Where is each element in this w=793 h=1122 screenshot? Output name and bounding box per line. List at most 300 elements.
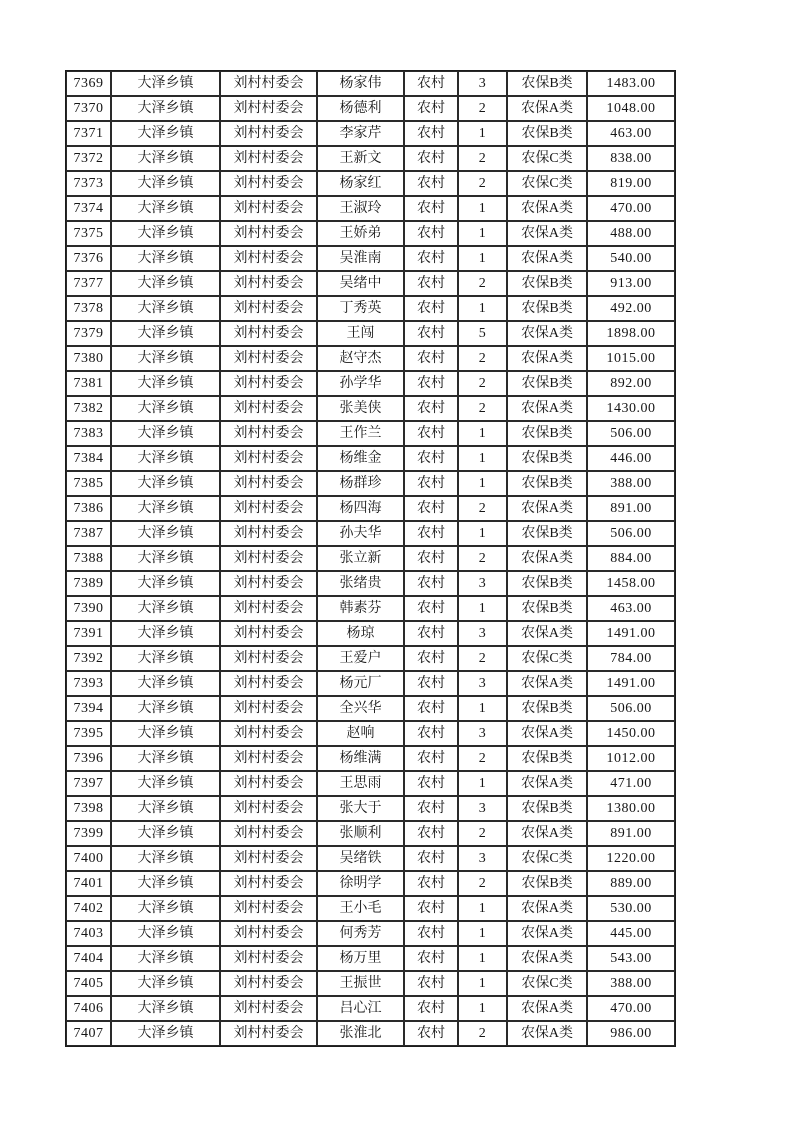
cell-name: 吴绪铁	[317, 846, 404, 871]
cell-residence: 农村	[404, 671, 458, 696]
cell-name: 杨琼	[317, 621, 404, 646]
cell-insurance_type: 农保B类	[507, 121, 587, 146]
table-row	[66, 671, 675, 696]
cell-amount: 470.00	[587, 196, 675, 221]
cell-insurance_type: 农保C类	[507, 171, 587, 196]
cell-residence: 农村	[404, 121, 458, 146]
cell-id: 7379	[66, 321, 111, 346]
cell-count: 1	[458, 196, 507, 221]
cell-insurance_type: 农保A类	[507, 396, 587, 421]
cell-name: 张美侠	[317, 396, 404, 421]
cell-amount: 1380.00	[587, 796, 675, 821]
cell-residence: 农村	[404, 521, 458, 546]
cell-residence: 农村	[404, 771, 458, 796]
cell-town: 大泽乡镇	[111, 821, 220, 846]
cell-name: 王作兰	[317, 421, 404, 446]
cell-count: 1	[458, 946, 507, 971]
cell-village: 刘村村委会	[220, 771, 317, 796]
cell-amount: 1491.00	[587, 671, 675, 696]
cell-id: 7391	[66, 621, 111, 646]
table-row	[66, 971, 675, 996]
table-row	[66, 1021, 675, 1046]
cell-town: 大泽乡镇	[111, 996, 220, 1021]
cell-id: 7375	[66, 221, 111, 246]
cell-id: 7385	[66, 471, 111, 496]
cell-town: 大泽乡镇	[111, 896, 220, 921]
cell-amount: 506.00	[587, 521, 675, 546]
cell-village: 刘村村委会	[220, 96, 317, 121]
cell-count: 2	[458, 146, 507, 171]
cell-residence: 农村	[404, 496, 458, 521]
cell-id: 7372	[66, 146, 111, 171]
cell-id: 7402	[66, 896, 111, 921]
cell-name: 李家芹	[317, 121, 404, 146]
cell-town: 大泽乡镇	[111, 146, 220, 171]
cell-residence: 农村	[404, 621, 458, 646]
cell-name: 吴淮南	[317, 246, 404, 271]
cell-insurance_type: 农保B类	[507, 696, 587, 721]
cell-count: 1	[458, 521, 507, 546]
table-row	[66, 921, 675, 946]
cell-count: 1	[458, 246, 507, 271]
table-row	[66, 796, 675, 821]
cell-village: 刘村村委会	[220, 496, 317, 521]
cell-name: 杨德利	[317, 96, 404, 121]
cell-count: 5	[458, 321, 507, 346]
cell-town: 大泽乡镇	[111, 746, 220, 771]
cell-town: 大泽乡镇	[111, 671, 220, 696]
cell-village: 刘村村委会	[220, 446, 317, 471]
cell-town: 大泽乡镇	[111, 971, 220, 996]
cell-amount: 891.00	[587, 496, 675, 521]
cell-town: 大泽乡镇	[111, 96, 220, 121]
cell-insurance_type: 农保A类	[507, 546, 587, 571]
cell-id: 7388	[66, 546, 111, 571]
cell-town: 大泽乡镇	[111, 771, 220, 796]
cell-name: 杨维金	[317, 446, 404, 471]
cell-id: 7387	[66, 521, 111, 546]
cell-count: 2	[458, 271, 507, 296]
cell-count: 1	[458, 596, 507, 621]
cell-count: 1	[458, 446, 507, 471]
cell-amount: 463.00	[587, 596, 675, 621]
table-row	[66, 96, 675, 121]
cell-residence: 农村	[404, 721, 458, 746]
cell-name: 杨维满	[317, 746, 404, 771]
cell-id: 7381	[66, 371, 111, 396]
table-row	[66, 221, 675, 246]
cell-village: 刘村村委会	[220, 921, 317, 946]
cell-village: 刘村村委会	[220, 846, 317, 871]
cell-insurance_type: 农保B类	[507, 471, 587, 496]
cell-residence: 农村	[404, 421, 458, 446]
cell-amount: 986.00	[587, 1021, 675, 1046]
cell-town: 大泽乡镇	[111, 796, 220, 821]
cell-id: 7370	[66, 96, 111, 121]
table-row	[66, 321, 675, 346]
cell-residence: 农村	[404, 146, 458, 171]
cell-residence: 农村	[404, 796, 458, 821]
cell-village: 刘村村委会	[220, 596, 317, 621]
cell-insurance_type: 农保B类	[507, 296, 587, 321]
cell-town: 大泽乡镇	[111, 846, 220, 871]
table-row	[66, 546, 675, 571]
cell-insurance_type: 农保A类	[507, 721, 587, 746]
cell-village: 刘村村委会	[220, 971, 317, 996]
cell-name: 王淑玲	[317, 196, 404, 221]
cell-village: 刘村村委会	[220, 371, 317, 396]
cell-town: 大泽乡镇	[111, 871, 220, 896]
cell-village: 刘村村委会	[220, 421, 317, 446]
cell-amount: 470.00	[587, 996, 675, 1021]
cell-village: 刘村村委会	[220, 896, 317, 921]
cell-village: 刘村村委会	[220, 721, 317, 746]
cell-id: 7398	[66, 796, 111, 821]
cell-town: 大泽乡镇	[111, 421, 220, 446]
table-row	[66, 396, 675, 421]
cell-village: 刘村村委会	[220, 121, 317, 146]
cell-residence: 农村	[404, 196, 458, 221]
table-row	[66, 896, 675, 921]
cell-amount: 1458.00	[587, 571, 675, 596]
cell-town: 大泽乡镇	[111, 346, 220, 371]
cell-residence: 农村	[404, 271, 458, 296]
cell-count: 1	[458, 421, 507, 446]
cell-town: 大泽乡镇	[111, 646, 220, 671]
cell-name: 何秀芳	[317, 921, 404, 946]
cell-village: 刘村村委会	[220, 221, 317, 246]
cell-id: 7401	[66, 871, 111, 896]
cell-amount: 388.00	[587, 471, 675, 496]
cell-amount: 445.00	[587, 921, 675, 946]
cell-residence: 农村	[404, 71, 458, 96]
table-row	[66, 421, 675, 446]
cell-amount: 1430.00	[587, 396, 675, 421]
table-row	[66, 121, 675, 146]
cell-insurance_type: 农保B类	[507, 71, 587, 96]
cell-name: 吕心江	[317, 996, 404, 1021]
cell-town: 大泽乡镇	[111, 296, 220, 321]
cell-amount: 1015.00	[587, 346, 675, 371]
cell-count: 2	[458, 746, 507, 771]
cell-count: 1	[458, 121, 507, 146]
cell-id: 7405	[66, 971, 111, 996]
cell-count: 1	[458, 296, 507, 321]
cell-name: 王闯	[317, 321, 404, 346]
cell-count: 3	[458, 846, 507, 871]
cell-village: 刘村村委会	[220, 996, 317, 1021]
cell-count: 2	[458, 96, 507, 121]
cell-id: 7406	[66, 996, 111, 1021]
cell-count: 1	[458, 696, 507, 721]
cell-id: 7407	[66, 1021, 111, 1046]
cell-town: 大泽乡镇	[111, 721, 220, 746]
cell-town: 大泽乡镇	[111, 446, 220, 471]
cell-id: 7394	[66, 696, 111, 721]
cell-id: 7371	[66, 121, 111, 146]
cell-id: 7393	[66, 671, 111, 696]
cell-name: 王思雨	[317, 771, 404, 796]
cell-village: 刘村村委会	[220, 321, 317, 346]
cell-residence: 农村	[404, 371, 458, 396]
cell-insurance_type: 农保A类	[507, 221, 587, 246]
table-row	[66, 171, 675, 196]
cell-residence: 农村	[404, 871, 458, 896]
cell-insurance_type: 农保A类	[507, 996, 587, 1021]
cell-name: 张顺利	[317, 821, 404, 846]
cell-insurance_type: 农保B类	[507, 746, 587, 771]
cell-residence: 农村	[404, 321, 458, 346]
table-row	[66, 621, 675, 646]
cell-count: 1	[458, 896, 507, 921]
table-row	[66, 371, 675, 396]
table-row	[66, 646, 675, 671]
cell-name: 徐明学	[317, 871, 404, 896]
cell-residence: 农村	[404, 296, 458, 321]
cell-name: 王小毛	[317, 896, 404, 921]
cell-amount: 506.00	[587, 421, 675, 446]
cell-name: 张淮北	[317, 1021, 404, 1046]
cell-insurance_type: 农保B类	[507, 596, 587, 621]
cell-count: 2	[458, 821, 507, 846]
cell-town: 大泽乡镇	[111, 596, 220, 621]
cell-id: 7373	[66, 171, 111, 196]
table-row	[66, 446, 675, 471]
cell-residence: 农村	[404, 896, 458, 921]
benefit-table	[65, 70, 676, 1047]
cell-name: 杨四海	[317, 496, 404, 521]
cell-residence: 农村	[404, 646, 458, 671]
cell-name: 赵守杰	[317, 346, 404, 371]
cell-insurance_type: 农保C类	[507, 646, 587, 671]
cell-insurance_type: 农保B类	[507, 271, 587, 296]
cell-village: 刘村村委会	[220, 521, 317, 546]
cell-insurance_type: 农保A类	[507, 196, 587, 221]
cell-village: 刘村村委会	[220, 471, 317, 496]
cell-count: 2	[458, 371, 507, 396]
cell-insurance_type: 农保A类	[507, 896, 587, 921]
cell-count: 2	[458, 496, 507, 521]
cell-amount: 463.00	[587, 121, 675, 146]
cell-residence: 农村	[404, 396, 458, 421]
cell-village: 刘村村委会	[220, 396, 317, 421]
cell-insurance_type: 农保A类	[507, 946, 587, 971]
cell-residence: 农村	[404, 746, 458, 771]
cell-village: 刘村村委会	[220, 746, 317, 771]
cell-amount: 388.00	[587, 971, 675, 996]
table-row	[66, 146, 675, 171]
cell-id: 7376	[66, 246, 111, 271]
cell-village: 刘村村委会	[220, 346, 317, 371]
cell-town: 大泽乡镇	[111, 571, 220, 596]
cell-residence: 农村	[404, 1021, 458, 1046]
cell-count: 2	[458, 1021, 507, 1046]
cell-amount: 891.00	[587, 821, 675, 846]
cell-amount: 1012.00	[587, 746, 675, 771]
cell-town: 大泽乡镇	[111, 371, 220, 396]
table-body	[66, 71, 675, 1046]
cell-residence: 农村	[404, 246, 458, 271]
cell-insurance_type: 农保A类	[507, 671, 587, 696]
cell-town: 大泽乡镇	[111, 471, 220, 496]
cell-name: 杨家红	[317, 171, 404, 196]
cell-name: 孙夫华	[317, 521, 404, 546]
table-row	[66, 846, 675, 871]
cell-amount: 540.00	[587, 246, 675, 271]
table-row	[66, 71, 675, 96]
cell-id: 7399	[66, 821, 111, 846]
cell-name: 王爱户	[317, 646, 404, 671]
cell-amount: 913.00	[587, 271, 675, 296]
cell-village: 刘村村委会	[220, 271, 317, 296]
cell-town: 大泽乡镇	[111, 696, 220, 721]
cell-residence: 农村	[404, 996, 458, 1021]
cell-residence: 农村	[404, 546, 458, 571]
cell-town: 大泽乡镇	[111, 321, 220, 346]
cell-name: 王娇弟	[317, 221, 404, 246]
cell-village: 刘村村委会	[220, 696, 317, 721]
cell-village: 刘村村委会	[220, 571, 317, 596]
table-row	[66, 746, 675, 771]
cell-insurance_type: 农保A类	[507, 1021, 587, 1046]
cell-village: 刘村村委会	[220, 546, 317, 571]
cell-insurance_type: 农保B类	[507, 871, 587, 896]
cell-town: 大泽乡镇	[111, 921, 220, 946]
cell-residence: 农村	[404, 471, 458, 496]
cell-name: 张立新	[317, 546, 404, 571]
table-row	[66, 996, 675, 1021]
cell-town: 大泽乡镇	[111, 396, 220, 421]
cell-name: 全兴华	[317, 696, 404, 721]
cell-insurance_type: 农保A类	[507, 246, 587, 271]
cell-amount: 471.00	[587, 771, 675, 796]
table-row	[66, 271, 675, 296]
cell-residence: 农村	[404, 596, 458, 621]
cell-village: 刘村村委会	[220, 796, 317, 821]
cell-town: 大泽乡镇	[111, 196, 220, 221]
cell-amount: 1483.00	[587, 71, 675, 96]
cell-residence: 农村	[404, 171, 458, 196]
cell-amount: 1048.00	[587, 96, 675, 121]
table-row	[66, 946, 675, 971]
table-row	[66, 721, 675, 746]
cell-village: 刘村村委会	[220, 71, 317, 96]
cell-residence: 农村	[404, 446, 458, 471]
table-row	[66, 571, 675, 596]
table-row	[66, 471, 675, 496]
cell-amount: 1450.00	[587, 721, 675, 746]
cell-village: 刘村村委会	[220, 171, 317, 196]
cell-amount: 506.00	[587, 696, 675, 721]
table-row	[66, 346, 675, 371]
cell-name: 杨万里	[317, 946, 404, 971]
cell-residence: 农村	[404, 971, 458, 996]
cell-town: 大泽乡镇	[111, 246, 220, 271]
table-row	[66, 596, 675, 621]
cell-residence: 农村	[404, 221, 458, 246]
cell-town: 大泽乡镇	[111, 521, 220, 546]
cell-village: 刘村村委会	[220, 621, 317, 646]
cell-count: 3	[458, 721, 507, 746]
cell-name: 赵响	[317, 721, 404, 746]
cell-id: 7396	[66, 746, 111, 771]
cell-count: 2	[458, 646, 507, 671]
cell-town: 大泽乡镇	[111, 221, 220, 246]
cell-village: 刘村村委会	[220, 1021, 317, 1046]
cell-residence: 农村	[404, 921, 458, 946]
cell-id: 7397	[66, 771, 111, 796]
cell-insurance_type: 农保B类	[507, 446, 587, 471]
cell-count: 2	[458, 346, 507, 371]
cell-insurance_type: 农保A类	[507, 346, 587, 371]
cell-count: 3	[458, 796, 507, 821]
cell-village: 刘村村委会	[220, 871, 317, 896]
cell-count: 3	[458, 671, 507, 696]
cell-insurance_type: 农保A类	[507, 496, 587, 521]
cell-insurance_type: 农保B类	[507, 571, 587, 596]
cell-id: 7374	[66, 196, 111, 221]
cell-count: 3	[458, 621, 507, 646]
cell-village: 刘村村委会	[220, 946, 317, 971]
cell-village: 刘村村委会	[220, 671, 317, 696]
cell-id: 7389	[66, 571, 111, 596]
cell-id: 7404	[66, 946, 111, 971]
cell-count: 1	[458, 221, 507, 246]
cell-name: 吴绪中	[317, 271, 404, 296]
table-row	[66, 521, 675, 546]
cell-residence: 农村	[404, 96, 458, 121]
cell-id: 7369	[66, 71, 111, 96]
cell-town: 大泽乡镇	[111, 496, 220, 521]
cell-amount: 530.00	[587, 896, 675, 921]
cell-name: 韩素芬	[317, 596, 404, 621]
cell-residence: 农村	[404, 821, 458, 846]
cell-amount: 492.00	[587, 296, 675, 321]
cell-id: 7377	[66, 271, 111, 296]
cell-town: 大泽乡镇	[111, 1021, 220, 1046]
cell-amount: 446.00	[587, 446, 675, 471]
cell-id: 7403	[66, 921, 111, 946]
cell-town: 大泽乡镇	[111, 71, 220, 96]
cell-count: 2	[458, 171, 507, 196]
cell-amount: 543.00	[587, 946, 675, 971]
cell-residence: 农村	[404, 346, 458, 371]
cell-name: 王新文	[317, 146, 404, 171]
cell-insurance_type: 农保B类	[507, 796, 587, 821]
cell-residence: 农村	[404, 946, 458, 971]
cell-village: 刘村村委会	[220, 646, 317, 671]
cell-id: 7392	[66, 646, 111, 671]
cell-id: 7386	[66, 496, 111, 521]
cell-name: 杨群珍	[317, 471, 404, 496]
cell-insurance_type: 农保A类	[507, 96, 587, 121]
cell-insurance_type: 农保A类	[507, 771, 587, 796]
cell-id: 7382	[66, 396, 111, 421]
cell-village: 刘村村委会	[220, 196, 317, 221]
cell-town: 大泽乡镇	[111, 171, 220, 196]
cell-town: 大泽乡镇	[111, 121, 220, 146]
cell-count: 2	[458, 871, 507, 896]
cell-count: 3	[458, 571, 507, 596]
cell-amount: 488.00	[587, 221, 675, 246]
cell-id: 7378	[66, 296, 111, 321]
cell-name: 杨元厂	[317, 671, 404, 696]
cell-amount: 1220.00	[587, 846, 675, 871]
cell-village: 刘村村委会	[220, 821, 317, 846]
table-row	[66, 196, 675, 221]
cell-id: 7384	[66, 446, 111, 471]
cell-town: 大泽乡镇	[111, 946, 220, 971]
